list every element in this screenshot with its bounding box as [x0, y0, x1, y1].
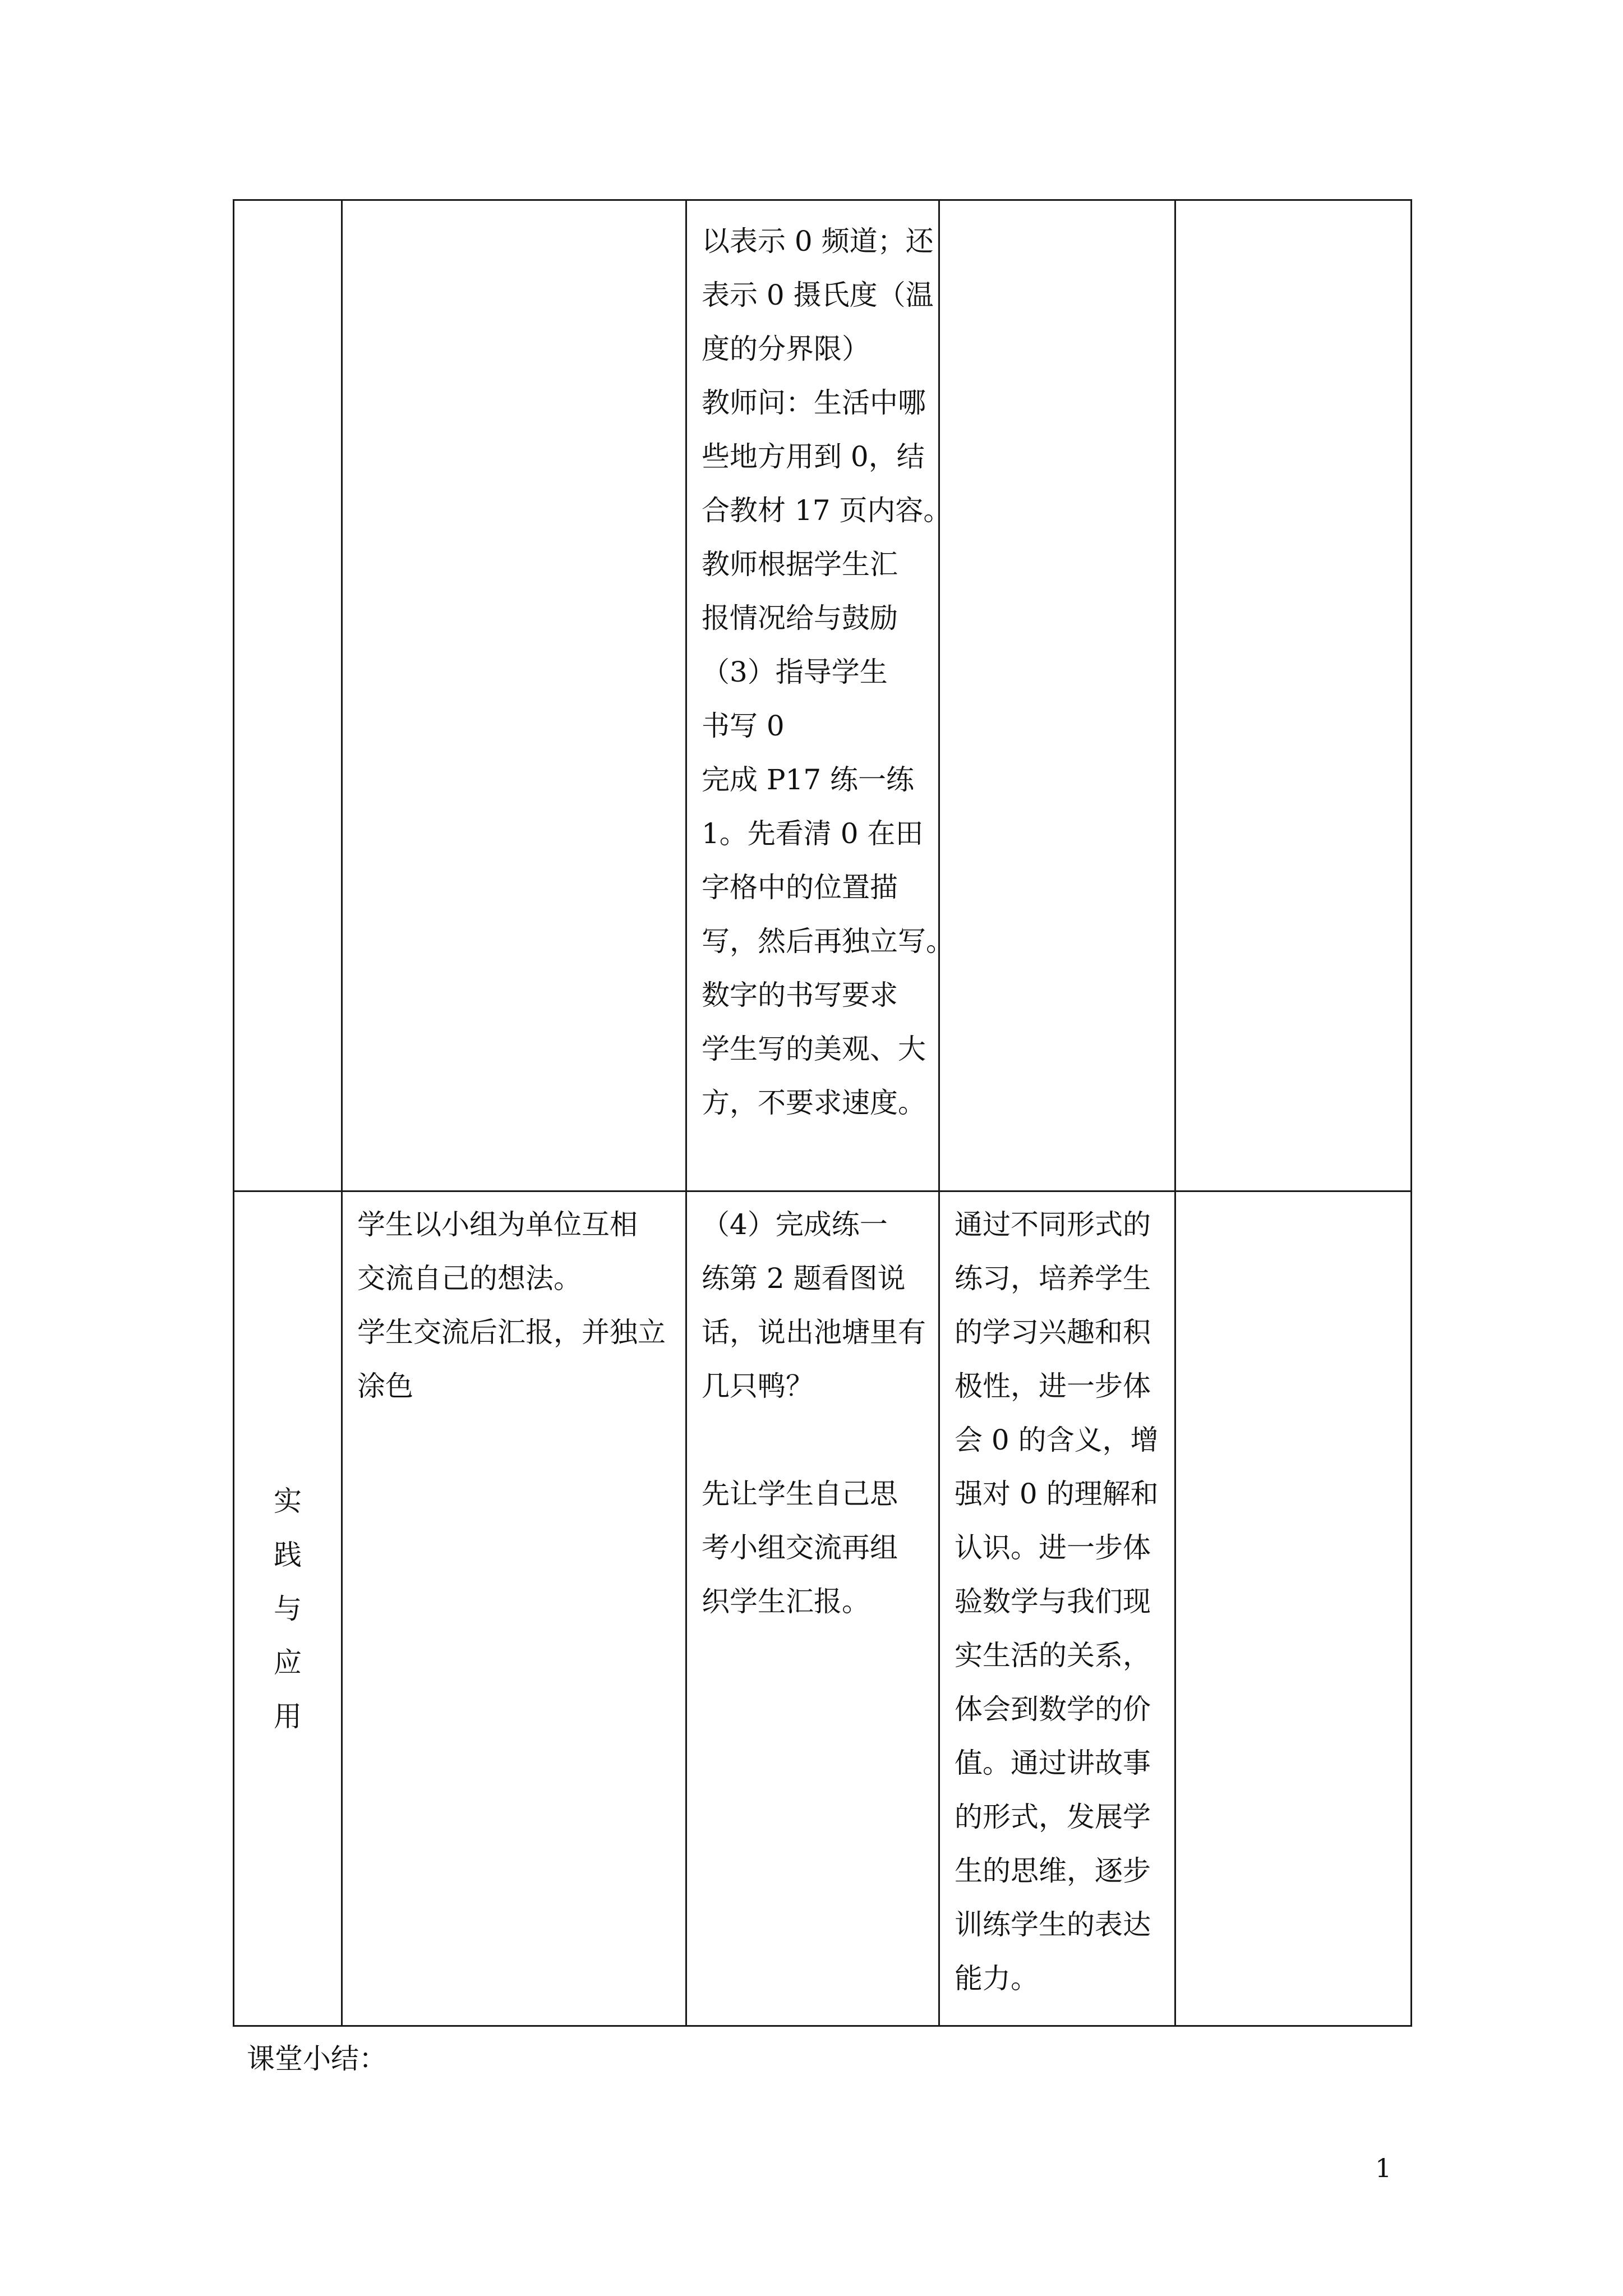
student-activity-cell [342, 200, 686, 1191]
text-line: 实生活的关系， [955, 1639, 1151, 1672]
design-intent-text [940, 1192, 1174, 2005]
stage-cell [234, 1191, 342, 2026]
stage-label [274, 1474, 302, 1743]
text-line: 的形式，发展学 [955, 1801, 1151, 1833]
text-line: 练第 2 题看图说 [702, 1262, 906, 1295]
stage-char: 用 [274, 1700, 302, 1733]
stage-char: 实 [274, 1484, 302, 1517]
page-number: 1 [1375, 2153, 1392, 2183]
text-line: 教师根据学生汇 [702, 548, 898, 581]
lesson-plan-table [233, 199, 1412, 2027]
text-line: 学生写的美观、大 [702, 1033, 926, 1065]
design-intent-cell [939, 200, 1175, 1191]
teacher-activity-cell [686, 1191, 939, 2026]
design-intent-cell [939, 1191, 1175, 2026]
text-line: 涂色 [357, 1370, 413, 1402]
text-line: 数字的书写要求 [702, 979, 898, 1011]
text-line: 会 0 的含义，增 [955, 1424, 1159, 1456]
text-line: 的学习兴趣和积 [955, 1316, 1151, 1349]
teacher-activity-cell [686, 200, 954, 1191]
text-line: （3）指导学生 [702, 656, 888, 688]
text-line: 话，说出池塘里有 [702, 1316, 926, 1349]
table-row [234, 200, 1412, 1191]
text-line: 交流自己的想法。 [357, 1262, 582, 1295]
text-line: 认识。进一步体 [955, 1531, 1151, 1564]
notes-cell [1175, 1191, 1412, 2026]
stage-char: 与 [274, 1592, 302, 1625]
text-line: 学生以小组为单位互相 [357, 1208, 638, 1241]
text-line: 生的思维，逐步 [955, 1855, 1151, 1887]
text-line: 教师问：生活中哪 [702, 386, 926, 419]
text-line: 强对 0 的理解和 [955, 1478, 1159, 1510]
text-line: 考小组交流再组 [702, 1531, 898, 1564]
stage-char: 应 [274, 1646, 302, 1679]
text-line: 1。先看清 0 在田 [702, 817, 924, 850]
notes-cell [1175, 200, 1412, 1191]
text-line: 验数学与我们现 [955, 1585, 1151, 1618]
student-activity-cell [342, 1191, 686, 2026]
text-line: 值。通过讲故事 [955, 1747, 1151, 1779]
text-line: 些地方用到 0，结 [702, 440, 925, 473]
teacher-activity-text [687, 201, 954, 1130]
text-line: 完成 P17 练一练 [702, 763, 915, 796]
class-summary-label: 课堂小结： [247, 2042, 387, 2075]
text-line: 报情况给与鼓励 [702, 602, 898, 634]
text-line: 合教材 17 页内容。 [702, 494, 952, 527]
text-line: 织学生汇报。 [702, 1585, 870, 1618]
text-line: 通过不同形式的 [955, 1208, 1151, 1241]
text-line: 练习，培养学生 [955, 1262, 1151, 1295]
text-line: 书写 0 [702, 710, 785, 742]
text-line: 体会到数学的价 [955, 1693, 1151, 1726]
text-line: 方，不要求速度。 [702, 1087, 926, 1119]
student-activity-text [343, 1192, 685, 1413]
text-line: 极性，进一步体 [955, 1370, 1151, 1402]
teacher-activity-text [687, 1192, 938, 1628]
text-line: 几只鸭？ [702, 1370, 814, 1402]
text-line: 字格中的位置描 [702, 871, 898, 904]
text-line: 写，然后再独立写。 [702, 925, 954, 958]
text-line: 能力。 [955, 1962, 1039, 1995]
stage-cell [234, 200, 342, 1191]
text-line: 度的分界限） [702, 333, 870, 365]
text-line: （4）完成练一 [702, 1208, 888, 1241]
text-line: 训练学生的表达 [955, 1908, 1151, 1941]
text-line: 先让学生自己思 [702, 1478, 898, 1510]
text-line: 表示 0 摄氏度（温 [702, 279, 934, 311]
paragraph-gap [702, 1413, 927, 1467]
text-line: 以表示 0 频道；还 [702, 225, 934, 257]
table-row [234, 1191, 1412, 2026]
stage-char: 践 [274, 1538, 302, 1571]
text-line: 学生交流后汇报，并独立 [357, 1316, 666, 1349]
